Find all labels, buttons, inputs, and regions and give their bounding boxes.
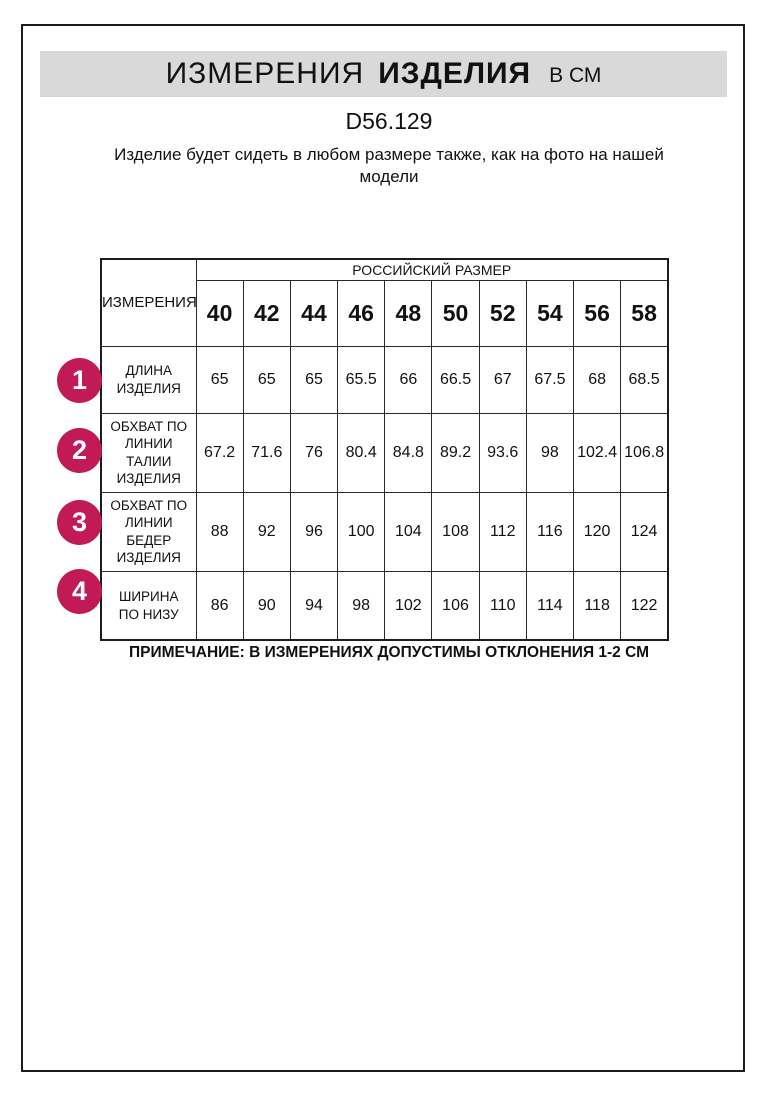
value-cell: 65 bbox=[196, 346, 243, 413]
size-header-cell: 52 bbox=[479, 280, 526, 346]
table-row-bottom-width bbox=[101, 571, 668, 640]
row-number-badge-4: 4 bbox=[57, 569, 102, 614]
value-cell: 86 bbox=[196, 571, 243, 640]
measure-column-header: ИЗМЕРЕНИЯ bbox=[101, 259, 196, 346]
size-header-cell: 54 bbox=[526, 280, 573, 346]
value-cell: 96 bbox=[290, 492, 337, 571]
value-cell: 65 bbox=[290, 346, 337, 413]
value-cell: 65.5 bbox=[338, 346, 385, 413]
value-cell: 98 bbox=[338, 571, 385, 640]
measure-label: ОБХВАТ ПО ЛИНИИ БЕДЕР ИЗДЕЛИЯ bbox=[101, 492, 196, 571]
size-header-cell: 58 bbox=[621, 280, 668, 346]
value-cell: 68.5 bbox=[621, 346, 668, 413]
title-word-measurements: ИЗМЕРЕНИЯ bbox=[165, 57, 365, 90]
size-header-cell: 44 bbox=[290, 280, 337, 346]
size-header-cell: 46 bbox=[338, 280, 385, 346]
value-cell: 108 bbox=[432, 492, 479, 571]
value-cell: 102 bbox=[385, 571, 432, 640]
table-row-hips bbox=[101, 492, 668, 571]
value-cell: 88 bbox=[196, 492, 243, 571]
title-word-product: ИЗДЕЛИЯ bbox=[378, 57, 532, 90]
value-cell: 112 bbox=[479, 492, 526, 571]
size-header-cell: 50 bbox=[432, 280, 479, 346]
value-cell: 106 bbox=[432, 571, 479, 640]
value-cell: 90 bbox=[243, 571, 290, 640]
value-cell: 67.2 bbox=[196, 413, 243, 492]
tolerance-note: ПРИМЕЧАНИЕ: В ИЗМЕРЕНИЯХ ДОПУСТИМЫ ОТКЛОНЕНИЯ 1-2 СМ bbox=[128, 644, 650, 661]
value-cell: 67.5 bbox=[526, 346, 573, 413]
value-cell: 118 bbox=[574, 571, 621, 640]
row-number-badge-2: 2 bbox=[57, 428, 102, 473]
size-header-cell: 42 bbox=[243, 280, 290, 346]
fit-subtitle: Изделие будет сидеть в любом размере также, как на фото на нашей модели bbox=[114, 145, 664, 187]
product-code: D56.129 bbox=[345, 108, 433, 134]
value-cell: 124 bbox=[621, 492, 668, 571]
value-cell: 80.4 bbox=[338, 413, 385, 492]
value-cell: 89.2 bbox=[432, 413, 479, 492]
value-cell: 84.8 bbox=[385, 413, 432, 492]
value-cell: 120 bbox=[574, 492, 621, 571]
value-cell: 93.6 bbox=[479, 413, 526, 492]
size-header-cell: 56 bbox=[574, 280, 621, 346]
measure-label: ШИРИНА ПО НИЗУ bbox=[101, 571, 196, 640]
value-cell: 102.4 bbox=[574, 413, 621, 492]
size-header-cell: 48 bbox=[385, 280, 432, 346]
table-row-waist bbox=[101, 413, 668, 492]
measure-label: ОБХВАТ ПО ЛИНИИ ТАЛИИ ИЗДЕЛИЯ bbox=[101, 413, 196, 492]
measure-label: ДЛИНА ИЗДЕЛИЯ bbox=[101, 346, 196, 413]
table-row-group-header bbox=[101, 259, 668, 280]
page-title bbox=[40, 51, 727, 97]
value-cell: 114 bbox=[526, 571, 573, 640]
value-cell: 106.8 bbox=[621, 413, 668, 492]
value-cell: 66 bbox=[385, 346, 432, 413]
value-cell: 116 bbox=[526, 492, 573, 571]
value-cell: 110 bbox=[479, 571, 526, 640]
value-cell: 65 bbox=[243, 346, 290, 413]
value-cell: 94 bbox=[290, 571, 337, 640]
value-cell: 104 bbox=[385, 492, 432, 571]
row-number-badge-3: 3 bbox=[57, 500, 102, 545]
value-cell: 76 bbox=[290, 413, 337, 492]
russian-size-header: РОССИЙСКИЙ РАЗМЕР bbox=[196, 259, 668, 280]
title-unit: В СМ bbox=[549, 64, 602, 87]
size-table bbox=[100, 258, 669, 641]
value-cell: 122 bbox=[621, 571, 668, 640]
row-number-badge-1: 1 bbox=[57, 358, 102, 403]
table-row-length bbox=[101, 346, 668, 413]
value-cell: 98 bbox=[526, 413, 573, 492]
value-cell: 71.6 bbox=[243, 413, 290, 492]
value-cell: 67 bbox=[479, 346, 526, 413]
value-cell: 100 bbox=[338, 492, 385, 571]
value-cell: 66.5 bbox=[432, 346, 479, 413]
value-cell: 92 bbox=[243, 492, 290, 571]
size-header-cell: 40 bbox=[196, 280, 243, 346]
value-cell: 68 bbox=[574, 346, 621, 413]
